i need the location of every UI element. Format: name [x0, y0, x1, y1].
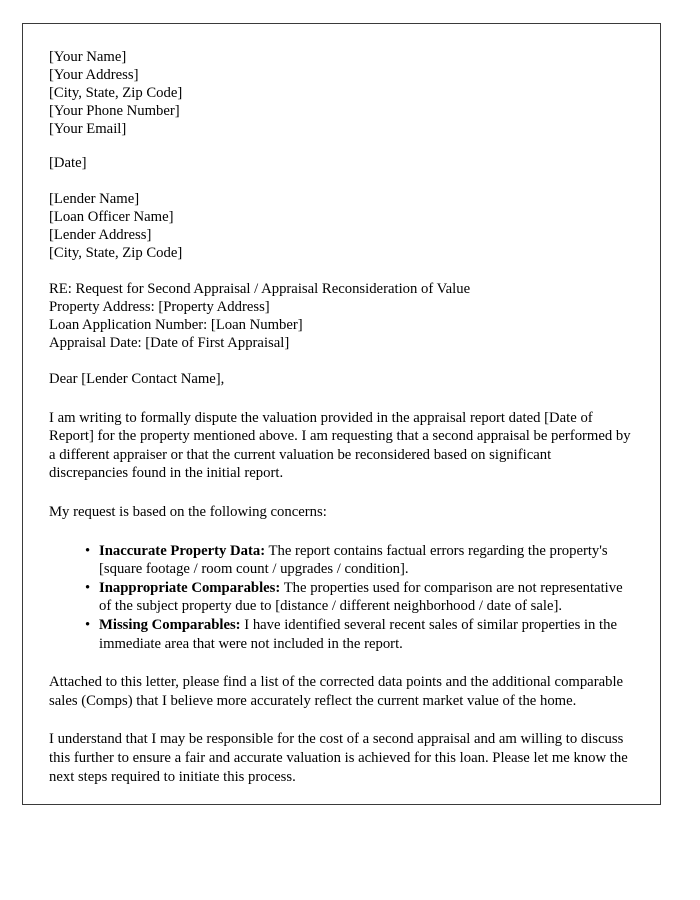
bullet-icon: • — [85, 542, 91, 559]
list-item — [85, 542, 633, 579]
list-item-lead-in: Missing Comparables: — [99, 616, 241, 633]
bullet-icon: • — [85, 616, 91, 633]
salutation: Dear [Lender Contact Name], — [49, 371, 225, 387]
reference-block — [49, 280, 633, 352]
body-paragraph-3: I understand that I may be responsible for the cost of a second appraisal and am willing to discuss this further to ensure a fair and accurate valuation is achieved for this loan. Please let me know the next steps required to initiate this process. — [49, 731, 628, 785]
list-item-lead-in: Inaccurate Property Data: — [99, 542, 266, 559]
sender-email: [Your Email] — [49, 121, 127, 137]
recipient-lender-name: [Lender Name] — [49, 191, 140, 207]
list-item — [85, 579, 633, 616]
sender-name: [Your Name] — [49, 49, 127, 65]
sender-phone: [Your Phone Number] — [49, 103, 180, 119]
concern-list — [49, 542, 633, 654]
letter-content — [49, 48, 633, 786]
document-page-frame — [22, 23, 661, 805]
list-item-lead-in: Inappropriate Comparables: — [99, 579, 281, 596]
spacer-after-recipient — [49, 262, 633, 280]
reference-loan-application-number: Loan Application Number: [Loan Number] — [49, 317, 303, 333]
spacer-after-reference — [49, 352, 633, 370]
bullet-icon: • — [85, 579, 91, 596]
recipient-address-block — [49, 190, 633, 262]
recipient-city-state-zip: [City, State, Zip Code] — [49, 245, 183, 261]
list-item-text: I have identified several recent sales of similar properties in the immediate area that were not included in the report. — [99, 616, 618, 652]
date-block — [49, 154, 633, 172]
spacer-after-paragraph-2 — [49, 710, 633, 730]
sender-city-state-zip: [City, State, Zip Code] — [49, 85, 183, 101]
reference-subject-line: RE: Request for Second Appraisal / Appraisal Reconsideration of Value — [49, 281, 471, 297]
sender-street-address: [Your Address] — [49, 67, 139, 83]
spacer-after-date — [49, 172, 633, 190]
recipient-lender-address: [Lender Address] — [49, 227, 152, 243]
spacer-after-list — [49, 653, 633, 673]
list-item-text: The properties used for comparison are not representative of the subject property due to [distance / different neighborhood / date of sale]. — [99, 579, 623, 615]
spacer-after-paragraph-1 — [49, 483, 633, 503]
recipient-loan-officer-name: [Loan Officer Name] — [49, 209, 174, 225]
spacer-before-list — [49, 522, 633, 542]
reference-property-address: Property Address: [Property Address] — [49, 299, 270, 315]
letter-date: [Date] — [49, 155, 87, 171]
spacer-after-salutation — [49, 389, 633, 409]
list-item — [85, 616, 633, 653]
body-paragraph-2: Attached to this letter, please find a list of the corrected data points and the additional comparable sales (Comps) that I believe more accurately reflect the current market value of the home. — [49, 674, 624, 709]
sender-address-block — [49, 48, 633, 138]
spacer-after-sender — [49, 138, 633, 154]
reference-appraisal-date: Appraisal Date: [Date of First Appraisal] — [49, 335, 290, 351]
body-paragraph-1: I am writing to formally dispute the valuation provided in the appraisal report dated [Date of Report] for the property mentioned above. I am requesting that a second appraisal be performed by a different appraiser or that the current valuation be reconsidered based on significant discrepancies found in the initial report. — [49, 409, 631, 482]
list-item-text: The report contains factual errors regarding the property's [square footage / room count / upgrades / condition]. — [99, 542, 608, 578]
concern-list-intro: My request is based on the following concerns: — [49, 503, 327, 520]
